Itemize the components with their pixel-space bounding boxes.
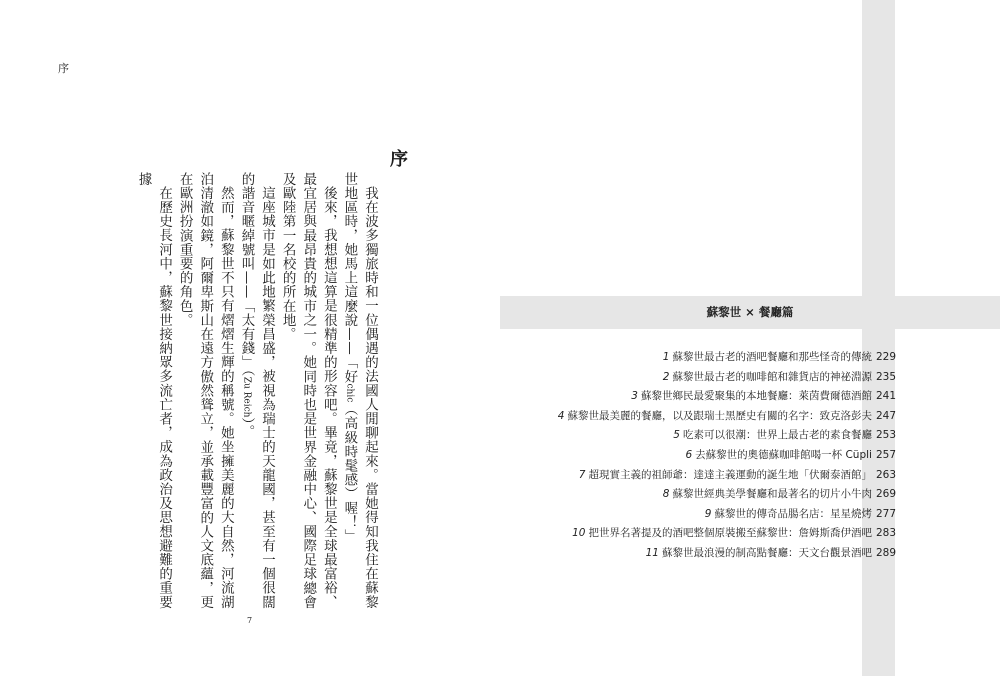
body-paragraph <box>174 172 236 612</box>
latin-inline-text: Zu Reich <box>241 376 252 418</box>
toc-item-number: 9 <box>704 507 712 520</box>
toc-item-page: 253 <box>875 429 896 442</box>
toc-item-title: 蘇黎世鄉民最愛聚集的本地餐廳：萊茵費爾德酒館 <box>640 390 872 403</box>
page-number: 7 <box>247 616 253 625</box>
body-paragraph <box>236 172 277 612</box>
toc-item-page: 229 <box>875 351 896 363</box>
toc-item[interactable] <box>558 348 896 368</box>
toc-item-number: 7 <box>578 468 586 481</box>
toc-item-title: 去蘇黎世的奧德蘇咖啡館喝一杯 Cüpli <box>695 448 872 461</box>
paragraph-text: 在歷史長河中，蘇黎世接納眾多流亡者，成為政治及思想避難的重要據 <box>135 172 173 609</box>
toc-item-number: 3 <box>631 390 638 403</box>
toc-item[interactable] <box>558 505 896 525</box>
toc-item-page: 241 <box>875 390 896 403</box>
chapter-title: 序 <box>390 149 408 170</box>
toc-item-title: 把世界名著提及的酒吧整個原裝搬至蘇黎世：詹姆斯喬伊酒吧 <box>588 527 872 540</box>
toc-item-number: 8 <box>662 488 670 501</box>
toc-item-title: 蘇黎世經典美學餐廳和最著名的切片小牛肉 <box>672 488 872 501</box>
toc-item-title: 蘇黎世最美麗的餐廳，以及跟瑞士黑歷史有關的名字：致克洛彭夫 <box>567 409 872 422</box>
toc-item-page: 269 <box>875 488 896 501</box>
toc-item-title: 吃素可以很潮：世界上最古老的素食餐廳 <box>682 429 872 442</box>
toc-item[interactable] <box>558 368 896 388</box>
latin-inline-text: chic <box>344 383 355 403</box>
toc-item-page: 289 <box>875 546 896 559</box>
toc-item-title: 蘇黎世最浪漫的制高點餐廳：天文台觀景酒吧 <box>661 546 872 559</box>
toc-item[interactable] <box>558 407 896 427</box>
toc-item-number: 10 <box>572 527 586 540</box>
toc-item[interactable] <box>558 544 896 564</box>
toc-item[interactable] <box>558 466 896 486</box>
toc-item[interactable] <box>558 524 896 544</box>
toc-item-page: 247 <box>875 409 896 422</box>
toc-item-number: 11 <box>645 546 659 559</box>
toc-item[interactable] <box>558 485 896 505</box>
toc-item-number: 2 <box>662 370 670 383</box>
paragraph-text: 我在波多獨旅時和一位偶遇的法國人閒聊起來。當她得知我住在蘇黎世地區時，她馬上這麼說——「好 <box>341 172 378 609</box>
toc-item-number: 4 <box>557 409 565 422</box>
toc-item-title: 蘇黎世最古老的酒吧餐廳和那些怪奇的傳統 <box>672 351 872 363</box>
body-paragraph <box>277 172 339 612</box>
toc-item-page: 257 <box>875 448 896 461</box>
toc-item-title: 蘇黎世的傳奇品腸名店：星星燒烤 <box>714 507 872 520</box>
paragraph-text: 然而，蘇黎世不只有熠熠生輝的稱號。她坐擁美麗的大自然，河流湖泊清澈如鏡，阿爾卑斯山在遠方傲然聳立，並承載豐富的人文底蘊，更在歐洲扮演重要的角色。 <box>176 172 234 610</box>
paragraph-text: 這座城市是如此地繁榮昌盛，被視為瑞士的天龍國，甚至有一個很闊的諧音暱綽號叫——「太有錢」（ <box>238 172 276 609</box>
toc-item-number: 6 <box>685 448 693 461</box>
toc-item[interactable] <box>558 426 896 446</box>
toc-item-title: 超現實主義的祖師爺：達達主義運動的誕生地「伏爾泰酒館」 <box>588 468 872 481</box>
toc-item-title: 蘇黎世最古老的咖啡館和雜貨店的神祕淵源 <box>672 370 872 383</box>
toc-item-number: 5 <box>673 429 680 442</box>
running-head: 序 <box>58 62 69 75</box>
toc-item[interactable] <box>558 387 896 407</box>
toc-list <box>558 348 896 564</box>
paragraph-text: （高級時髦感）喔！」 <box>341 402 358 544</box>
toc-item-page: 283 <box>875 527 896 540</box>
toc-heading: 蘇黎世 × 餐廳篇 <box>706 305 794 319</box>
right-page <box>500 0 1000 676</box>
preface-body-text <box>40 172 380 612</box>
body-paragraph <box>133 172 174 612</box>
cross-vertical-bar <box>862 0 895 676</box>
toc-item-page: 277 <box>875 507 896 520</box>
toc-item[interactable] <box>558 446 896 466</box>
body-paragraph <box>339 172 380 612</box>
toc-item-page: 263 <box>875 468 896 481</box>
toc-item-page: 235 <box>875 370 896 383</box>
paragraph-text: 後來，我想想這算是很精準的形容吧。畢竟，蘇黎世是全球最富裕、最宜居與最昂貴的城市之一。她同時也是世界金融中心、國際足球總會及歐陸第一名校的所在地。 <box>279 172 337 610</box>
toc-item-number: 1 <box>662 351 670 363</box>
paragraph-text: ）。 <box>238 417 255 439</box>
